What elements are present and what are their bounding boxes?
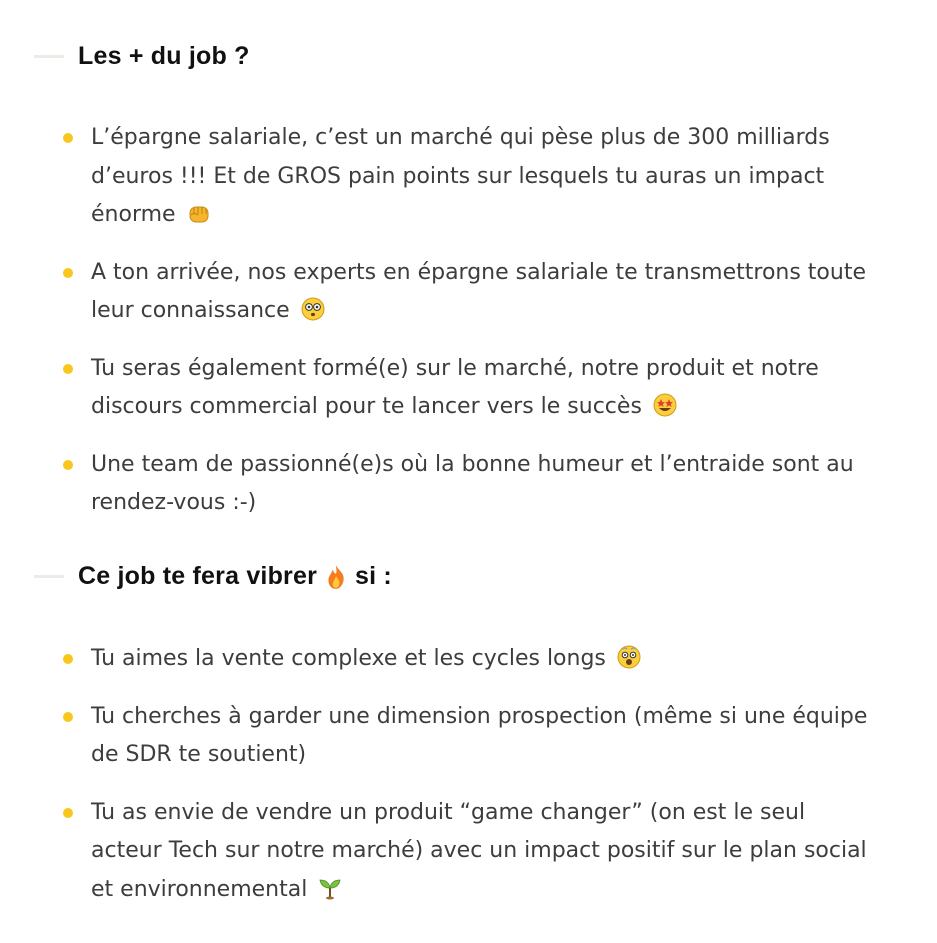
- bullet-dot: [63, 808, 73, 818]
- title-text: Ce job te fera vibrer: [78, 562, 318, 590]
- section-heading-perks: [34, 42, 250, 71]
- item-text: Une team de passionné(e)s où la bonne humeur et l’entraide sont au rendez-vous :-): [91, 451, 854, 515]
- list-item: [60, 446, 880, 523]
- title-text: si :: [355, 562, 392, 590]
- list-item: [60, 794, 880, 910]
- list-item: [60, 698, 880, 775]
- item-text: L’épargne salariale, c’est un marché qui pèse plus de 300 milliards d’euros !!! Et de GROS pain points sur lesquels tu auras un impact énorme: [91, 125, 830, 227]
- list-item: [60, 254, 880, 331]
- item-text: Tu cherches à garder une dimension prospection (même si une équipe de SDR te soutient): [91, 703, 868, 767]
- shocked-face-icon: [617, 645, 641, 669]
- bullet-dot: [63, 133, 73, 143]
- bullet-dot: [63, 268, 73, 278]
- fire-icon: [323, 564, 349, 590]
- item-text: Tu aimes la vente complexe et les cycles longs: [91, 646, 606, 671]
- seedling-icon: [318, 876, 342, 900]
- item-text: Tu seras également formé(e) sur le marché, notre produit et notre discours commercial pour te lancer vers le succès: [91, 355, 819, 419]
- perks-list: [60, 119, 880, 523]
- bullet-dot: [63, 654, 73, 664]
- item-text: A ton arrivée, nos experts en épargne salariale te transmettrons toute leur connaissance: [91, 259, 866, 323]
- fist-icon: [187, 201, 211, 225]
- section-title: Les + du job ?: [78, 42, 250, 70]
- bullet-dot: [63, 712, 73, 722]
- dizzy-face-icon: [301, 297, 325, 321]
- section-title: [78, 562, 392, 591]
- bullet-dot: [63, 364, 73, 374]
- list-item: [60, 350, 880, 427]
- section-heading-requirements: [34, 562, 392, 591]
- star-eyes-icon: [653, 393, 677, 417]
- list-item: [60, 640, 880, 679]
- bullet-dot: [63, 460, 73, 470]
- heading-dash: [34, 55, 64, 58]
- list-item: [60, 119, 880, 235]
- requirements-list: [60, 640, 880, 909]
- item-text: Tu as envie de vendre un produit “game changer” (on est le seul acteur Tech sur notre marché) avec un impact positif sur le plan social et environnemental: [91, 799, 867, 902]
- heading-dash: [34, 575, 64, 578]
